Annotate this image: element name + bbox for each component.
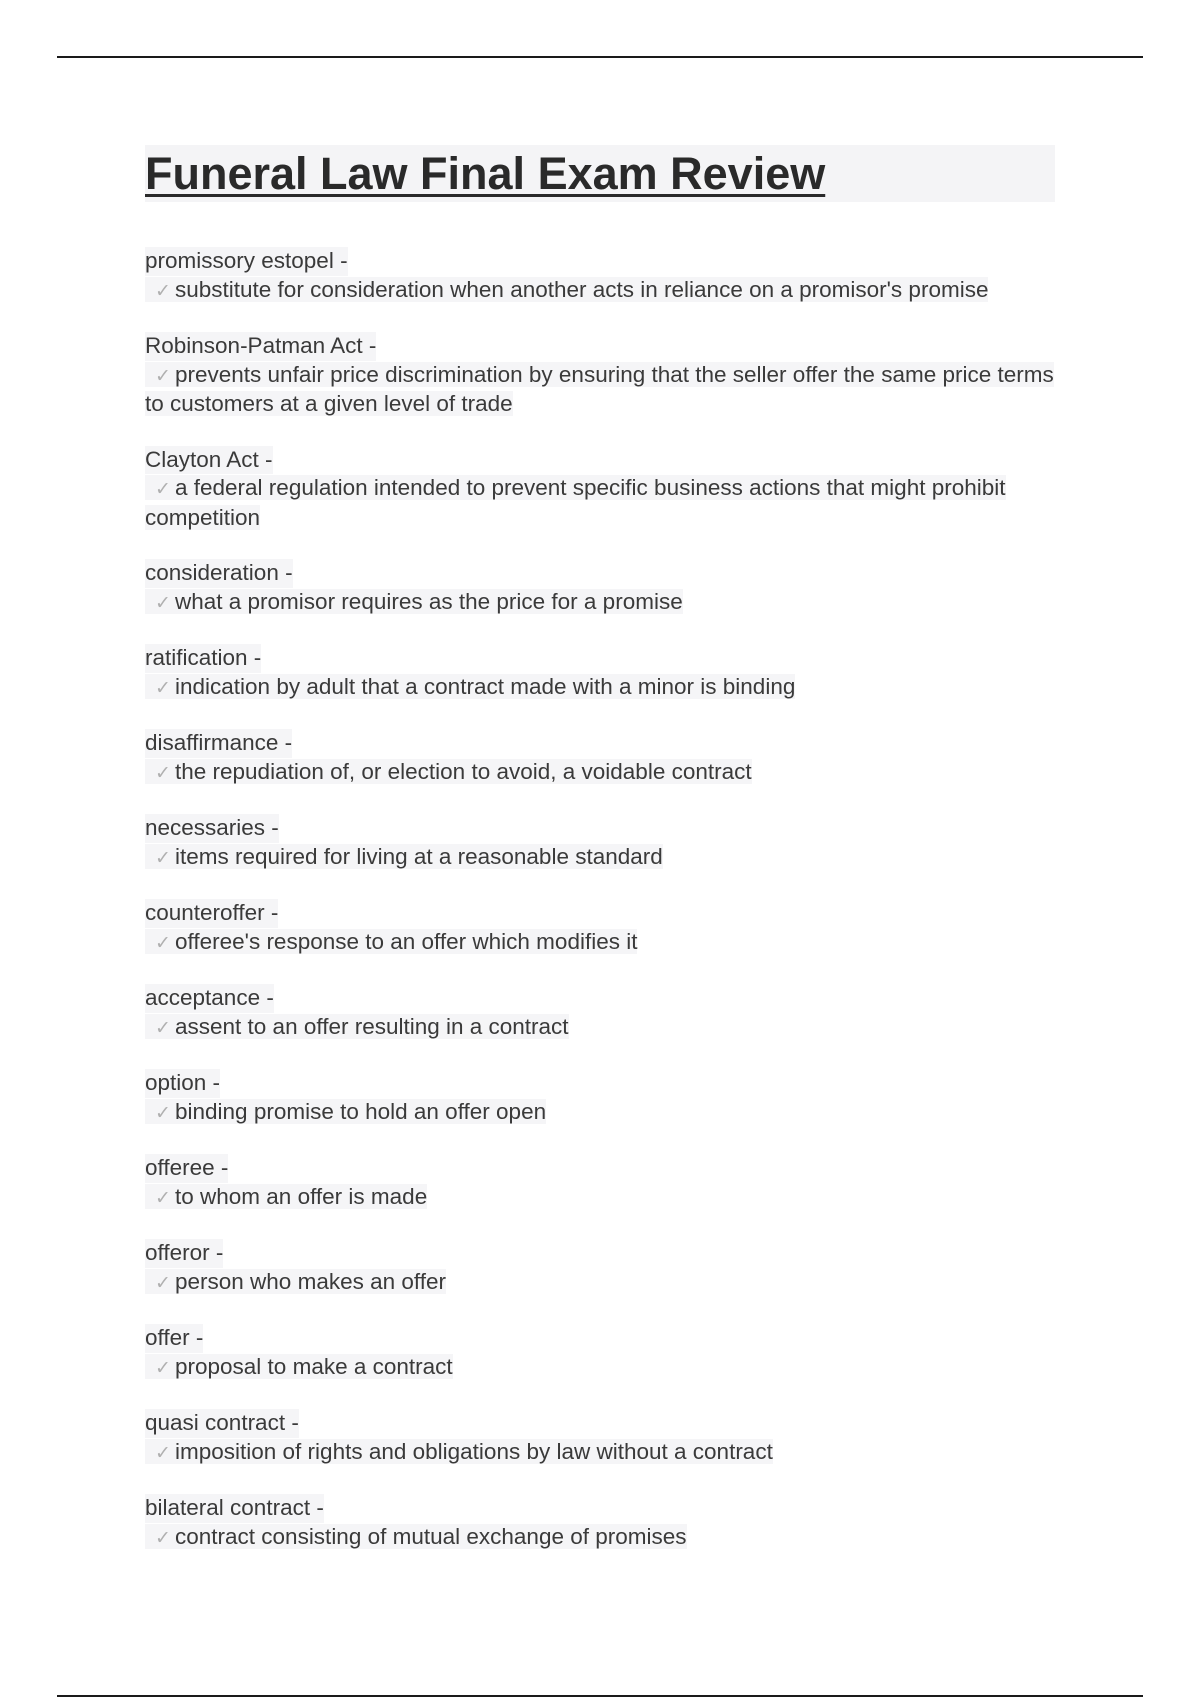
entry-definition: offeree's response to an offer which modifies it bbox=[175, 928, 638, 954]
checkmark-icon: ✓ bbox=[155, 478, 171, 500]
entry-definition: proposal to make a contract bbox=[175, 1353, 453, 1379]
list-item bbox=[145, 446, 1055, 533]
entry-definition: what a promisor requires as the price for a promise bbox=[175, 588, 683, 614]
checkmark-icon: ✓ bbox=[155, 1271, 171, 1294]
entry-definition: imposition of rights and obligations by law without a contract bbox=[175, 1438, 773, 1464]
list-item bbox=[145, 1239, 1055, 1297]
entry-term: offeree - bbox=[145, 1154, 228, 1183]
checkmark-icon: ✓ bbox=[155, 591, 171, 614]
checkmark-icon: ✓ bbox=[155, 1186, 171, 1209]
list-item bbox=[145, 559, 1055, 617]
entry-term: offer - bbox=[145, 1324, 203, 1353]
checkmark-icon: ✓ bbox=[155, 676, 171, 699]
checkmark-icon: ✓ bbox=[155, 846, 171, 869]
document-body bbox=[145, 145, 1055, 1579]
entry-term: acceptance - bbox=[145, 984, 274, 1013]
checkmark-icon: ✓ bbox=[155, 1101, 171, 1124]
list-item bbox=[145, 899, 1055, 957]
entry-definition: person who makes an offer bbox=[175, 1268, 446, 1294]
checkmark-icon: ✓ bbox=[155, 1441, 171, 1464]
list-item bbox=[145, 247, 1055, 305]
entry-definition: the repudiation of, or election to avoid, a voidable contract bbox=[175, 758, 752, 784]
list-item bbox=[145, 1409, 1055, 1467]
checkmark-icon: ✓ bbox=[155, 931, 171, 954]
entry-term: necessaries - bbox=[145, 814, 279, 843]
list-item bbox=[145, 332, 1055, 419]
top-rule bbox=[57, 56, 1143, 58]
entry-term: quasi contract - bbox=[145, 1409, 299, 1438]
bottom-rule bbox=[57, 1695, 1143, 1697]
entry-definition: indication by adult that a contract made with a minor is binding bbox=[175, 673, 796, 699]
checkmark-icon: ✓ bbox=[155, 1526, 171, 1549]
list-item bbox=[145, 644, 1055, 702]
entry-term: bilateral contract - bbox=[145, 1494, 324, 1523]
entry-term: ratification - bbox=[145, 644, 261, 673]
list-item bbox=[145, 1324, 1055, 1382]
entry-term: Clayton Act - bbox=[145, 446, 273, 475]
title-band bbox=[145, 145, 1055, 202]
flashcard-list bbox=[145, 247, 1055, 1552]
entry-term: offeror - bbox=[145, 1239, 223, 1268]
entry-term: consideration - bbox=[145, 559, 293, 588]
entry-definition: contract consisting of mutual exchange of promises bbox=[175, 1523, 687, 1549]
entry-term: Robinson-Patman Act - bbox=[145, 332, 376, 361]
entry-definition: a federal regulation intended to prevent specific business actions that might prohibit competition bbox=[145, 475, 1006, 530]
checkmark-icon: ✓ bbox=[155, 279, 171, 302]
list-item bbox=[145, 1494, 1055, 1552]
entry-definition: assent to an offer resulting in a contract bbox=[175, 1013, 569, 1039]
entry-definition: items required for living at a reasonable standard bbox=[175, 843, 663, 869]
list-item bbox=[145, 729, 1055, 787]
list-item bbox=[145, 814, 1055, 872]
checkmark-icon: ✓ bbox=[155, 761, 171, 784]
entry-term: option - bbox=[145, 1069, 220, 1098]
checkmark-icon: ✓ bbox=[155, 1016, 171, 1039]
entry-definition: binding promise to hold an offer open bbox=[175, 1098, 547, 1124]
list-item bbox=[145, 1154, 1055, 1212]
entry-term: disaffirmance - bbox=[145, 729, 292, 758]
entry-term: counteroffer - bbox=[145, 899, 278, 928]
entry-term: promissory estopel - bbox=[145, 247, 348, 276]
entry-definition: prevents unfair price discrimination by ensuring that the seller offer the same price terms to customers at a given level of trade bbox=[145, 361, 1054, 416]
checkmark-icon: ✓ bbox=[155, 1356, 171, 1379]
document-title: Funeral Law Final Exam Review bbox=[145, 148, 826, 199]
entry-definition: substitute for consideration when another acts in reliance on a promisor's promise bbox=[175, 276, 989, 302]
entry-definition: to whom an offer is made bbox=[175, 1183, 428, 1209]
list-item bbox=[145, 1069, 1055, 1127]
checkmark-icon: ✓ bbox=[155, 364, 171, 387]
list-item bbox=[145, 984, 1055, 1042]
